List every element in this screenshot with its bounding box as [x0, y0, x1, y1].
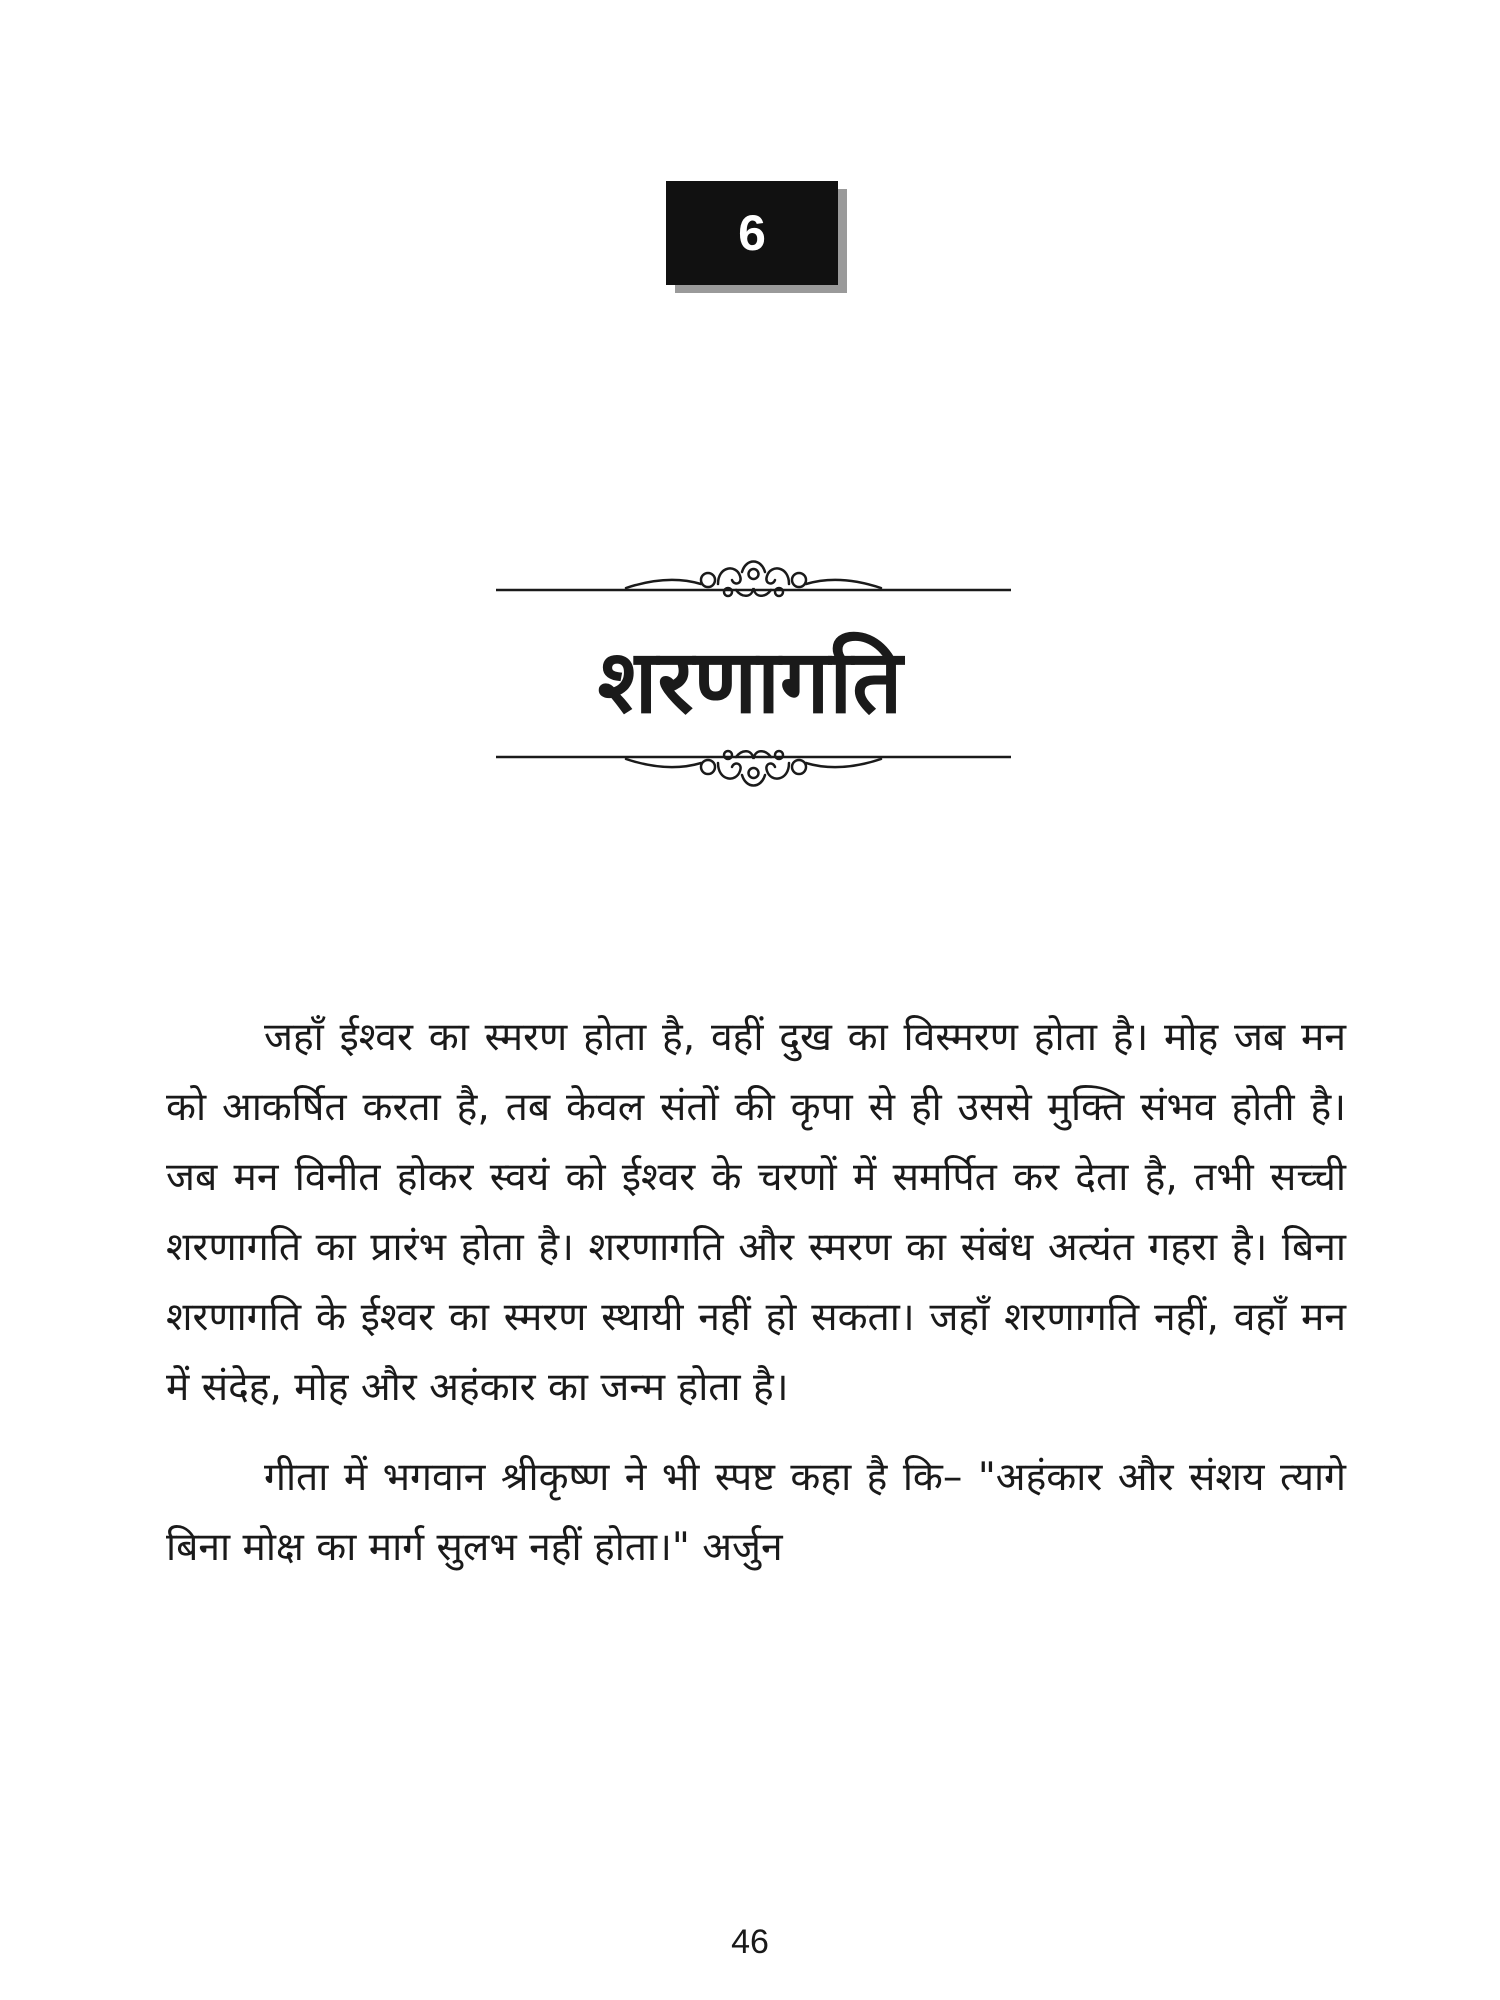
ornament-divider-bottom [496, 732, 1011, 802]
body-paragraph-1: जहाँ ईश्वर का स्मरण होता है, वहीं दुख का विस्मरण होता है। मोह जब मन को आकर्षित करता है, तब केवल संतों की कृपा से ही उससे मुक्ति संभव होती है। जब मन विनीत होकर स्वयं को ईश्वर के चरणों में समर्पित कर देता है, तभी सच्ची शरणागति का प्रारंभ होता है। शरणागति और स्मरण का संबंध अत्यंत गहरा है। बिना शरणागति के ईश्वर का स्मरण स्थायी नहीं हो सकता। जहाँ शरणागति नहीं, वहाँ मन में संदेह, मोह और अहंकार का जन्म होता है। [166, 1015, 1346, 1410]
chapter-title: शरणागति [597, 630, 903, 733]
chapter-body [166, 1003, 1346, 1583]
ornament-divider-top [496, 552, 1011, 622]
page-number: 46 [731, 1923, 769, 1961]
chapter-number-box [666, 181, 838, 285]
chapter-number: 6 [738, 205, 766, 261]
body-paragraph-2: गीता में भगवान श्रीकृष्ण ने भी स्पष्ट कहा है कि– "अहंकार और संशय त्यागे बिना मोक्ष का मार्ग सुलभ नहीं होता।" अर्जुन [166, 1455, 1346, 1570]
